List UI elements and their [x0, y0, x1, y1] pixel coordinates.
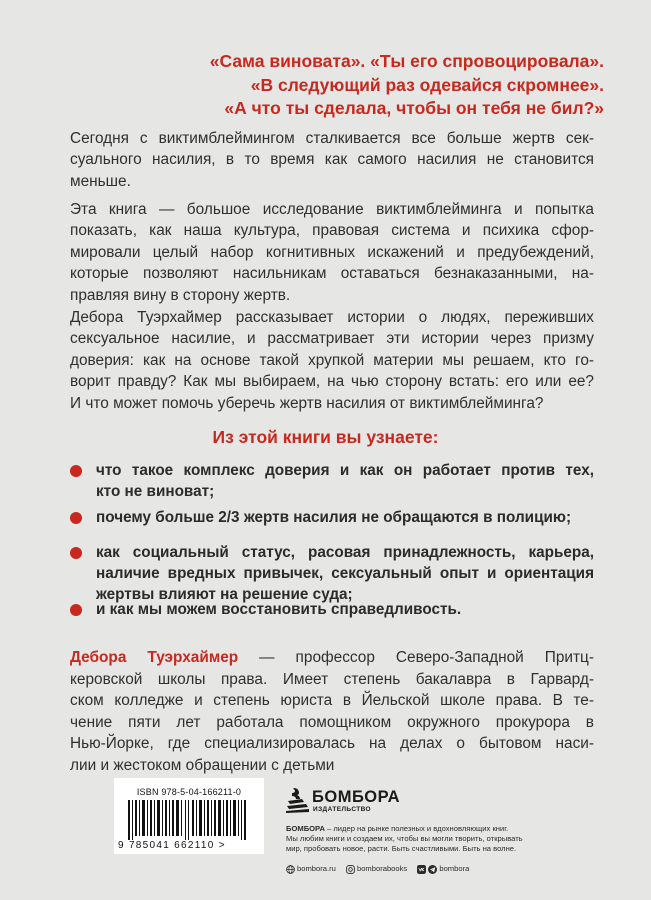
publisher-about-first: – лидер на рынке полезных и вдохновляющих книг.: [324, 824, 509, 833]
text-line: Нью-Йорке, где специализировалась на делах о бытовом наси-: [70, 735, 594, 753]
bullet-text: [96, 460, 594, 502]
text-line: ском колледже и степень юриста в Йельской школе права. В те-: [70, 692, 594, 710]
text-line: жертвы влияют на решение суда;: [96, 586, 353, 603]
vk-icon: [417, 865, 426, 874]
instagram-link[interactable]: [346, 864, 407, 874]
text-line: доверия: как на основе такой хрупкой материи мы решаем, кто го-: [70, 351, 594, 369]
paragraph-book-summary: [70, 199, 594, 306]
text-line: [70, 647, 594, 669]
author-bio: [70, 647, 594, 777]
isbn-number: ISBN 978-5-04-166211-0: [136, 787, 242, 797]
telegram-icon: [428, 865, 437, 874]
bullet-text: [96, 507, 594, 528]
text-line: почему больше 2/3 жертв насилия не обращаются в полицию;: [96, 509, 572, 526]
text-line: И что может помочь уберечь жертв насилия от виктимблейминга?: [70, 394, 544, 412]
text-line: Мы любим книги и создаем их, чтобы вы могли творить, открывать: [286, 834, 523, 843]
bullet-dot-icon: [70, 547, 82, 559]
bullet-text: [96, 599, 594, 620]
text-line: что такое комплекс доверия и как он работает против тех,: [96, 462, 594, 479]
text-line: лии и жестоком обращении с детьми: [70, 756, 335, 774]
text-line: суального насилия, в то время как самого насилия не становится: [70, 151, 594, 169]
quote-line: «А что ты сделала, чтобы он тебя не бил?»: [224, 98, 604, 118]
text-line: Эта книга — большое исследование виктимблейминга и попытка: [70, 201, 594, 218]
telegram-text: bombora: [439, 864, 470, 874]
text-line: кто не виноват;: [96, 483, 215, 500]
isbn-barcode: [114, 778, 264, 854]
bombora-logo-icon: [286, 787, 310, 813]
globe-icon: [286, 865, 295, 874]
social-link[interactable]: [417, 864, 469, 874]
publisher-socials: [286, 864, 477, 876]
bullet-dot-icon: [70, 465, 82, 477]
bullet-dot-icon: [70, 604, 82, 616]
text-line: Дебора Туэрхаймер рассказывает истории о людях, переживших: [70, 309, 594, 326]
author-name: Дебора Туэрхаймер: [70, 649, 239, 666]
barcode-digits: 9 785041 662110 >: [118, 840, 226, 851]
author-bio-first-line: — профессор Северо-Западной Притц-: [238, 649, 594, 666]
text-line: которые позволяют насильникам оставаться безнаказанными, на-: [70, 265, 594, 283]
instagram-icon: [346, 865, 355, 874]
barcode-bars: [128, 800, 250, 840]
quote-line: «Сама виновата». «Ты его спровоцировала».: [209, 51, 604, 71]
text-line: [286, 824, 586, 834]
pull-quotes: [40, 50, 604, 121]
learn-heading: Из этой книги вы узнаете:: [212, 427, 439, 447]
publisher-about-brand: БОМБОРА: [286, 824, 325, 833]
paragraph-intro: [70, 128, 594, 192]
paragraph-author-stories: [70, 307, 594, 414]
text-line: и как мы можем восстановить справедливость.: [96, 601, 462, 618]
text-line: как социальный статус, расовая принадлежность, карьера,: [96, 544, 594, 561]
text-line: керовской школы права. Имеет степень бакалавра в Гарвард-: [70, 670, 594, 688]
text-line: Сегодня с виктимблеймингом сталкивается все больше жертв сек-: [70, 130, 594, 147]
text-line: мир, пробовать новое, расти. Быть счастливыми. Быть на волне.: [286, 844, 517, 853]
instagram-text: bomborabooks: [356, 864, 408, 874]
text-line: сексуальное насилие, и рассматривает эти истории через призму: [70, 330, 594, 348]
text-line: наличие вредных привычек, сексуальный опыт и ориентация: [96, 565, 594, 582]
text-line: чение пяти лет работала помощником окружного прокурора в: [70, 713, 594, 731]
text-line: ворит правду? Как мы выбираем, на чью сторону встать: его или ее?: [70, 373, 594, 391]
bullet-dot-icon: [70, 512, 82, 524]
website-text: bombora.ru: [297, 864, 336, 874]
website-link[interactable]: [286, 864, 336, 874]
bullet-text: [96, 542, 594, 605]
text-line: мировали целый набор когнитивных искажений и предубеждений,: [70, 243, 594, 261]
quote-line: «В следующий раз одевайся скромнее».: [250, 74, 604, 95]
publisher-name: БОМБОРА: [312, 788, 401, 806]
publisher-about: [286, 824, 586, 854]
publisher-subtitle: ИЗДАТЕЛЬСТВО: [313, 806, 372, 813]
text-line: показать, как наша культура, правовая система и психика сфор-: [70, 222, 594, 240]
text-line: правляя вину в сторону жертв.: [70, 286, 291, 304]
text-line: меньше.: [70, 172, 131, 190]
